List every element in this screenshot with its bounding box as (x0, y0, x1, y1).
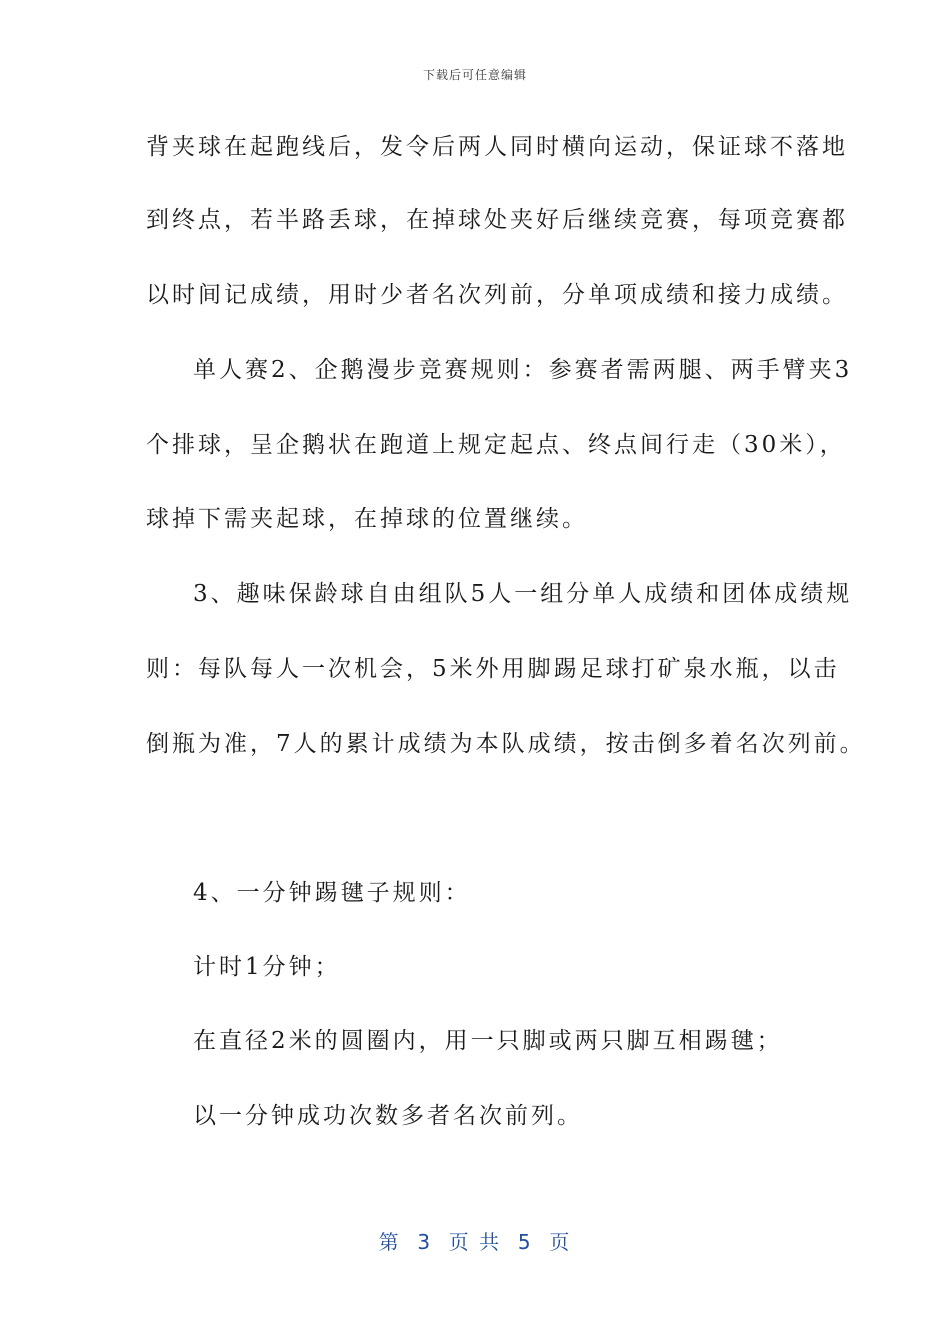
paragraph-line: 在直径2米的圆圈内，用一只脚或两只脚互相踢毽； (193, 1028, 783, 1054)
paragraph-line: 个排球，呈企鹅状在跑道上规定起点、终点间行走（30米）， (146, 432, 846, 458)
paragraph-line: 背夹球在起跑线后，发令后两人同时横向运动，保证球不落地 (146, 134, 848, 160)
paragraph-line: 以一分钟成功次数多者名次前列。 (193, 1103, 583, 1129)
paragraph-line: 以时间记成绩，用时少者名次列前，分单项成绩和接力成绩。 (146, 282, 848, 308)
paragraph-line: 倒瓶为准，7人的累计成绩为本队成绩，按击倒多着名次列前。 (146, 731, 866, 757)
paragraph-line: 计时1分钟； (193, 954, 341, 980)
paragraph-line: 到终点，若半路丢球，在掉球处夹好后继续竞赛，每项竞赛都 (146, 207, 848, 233)
paragraph-line: 单人赛2、企鹅漫步竞赛规则：参赛者需两腿、两手臂夹3 (193, 357, 853, 383)
paragraph-line: 3、趣味保龄球自由组队5人一组分单人成绩和团体成绩规 (193, 581, 853, 607)
page-number-footer: 第 3 页 共 5 页 (378, 1230, 572, 1254)
paragraph-line: 4、一分钟踢毽子规则： (193, 880, 471, 906)
paragraph-line: 则：每队每人一次机会，5米外用脚踢足球打矿泉水瓶，以击 (146, 656, 840, 682)
paragraph-line: 球掉下需夹起球，在掉球的位置继续。 (146, 506, 588, 532)
page-header: 下载后可任意编辑 (422, 68, 527, 82)
